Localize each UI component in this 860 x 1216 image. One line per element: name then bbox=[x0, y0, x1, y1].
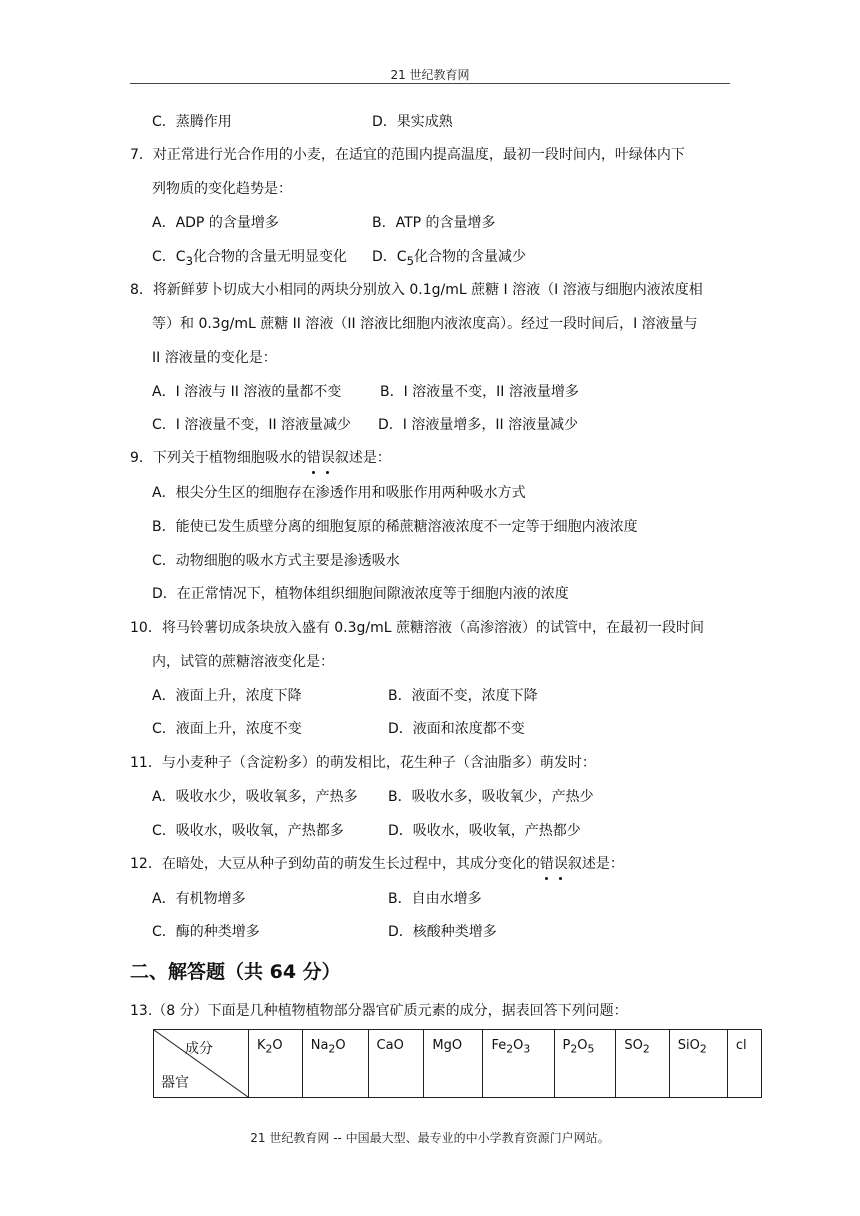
q11-stem: 11．与小麦种子（含淀粉多）的萌发相比，花生种子（含油脂多）萌发时： bbox=[130, 755, 596, 771]
q10-option-c: C．液面上升，浓度不变 bbox=[152, 721, 302, 737]
q10-stem-line2: 内，试管的蔗糖溶液变化是： bbox=[152, 654, 334, 670]
q8-option-b: B．I 溶液量不变，II 溶液量增多 bbox=[380, 384, 579, 400]
diag-header-top: 成分 bbox=[185, 1041, 213, 1057]
q13-stem: 13.（8 分）下面是几种植物植物部分器官矿质元素的成分，据表回答下列问题： bbox=[130, 1003, 628, 1019]
column-header: $SO_2$ bbox=[616, 1030, 669, 1098]
emphasis-mark: 误 bbox=[320, 450, 335, 466]
q8-option-a: A．I 溶液与 II 溶液的量都不变 bbox=[152, 384, 342, 400]
q8-option-d: D．I 溶液量增多，II 溶液量减少 bbox=[378, 417, 579, 433]
q12-option-c: C．酶的种类增多 bbox=[152, 924, 260, 940]
header-rule bbox=[130, 83, 730, 84]
mineral-table bbox=[153, 1029, 762, 1098]
q9-option-c: C．动物细胞的吸水方式主要是渗透吸水 bbox=[152, 553, 400, 569]
q7-option-c: C．$C_3$化合物的含量无明显变化 bbox=[152, 249, 347, 268]
q10-option-b: B．液面不变，浓度下降 bbox=[388, 688, 538, 704]
q11-option-d: D．吸收水，吸收氧，产热都少 bbox=[388, 823, 581, 839]
q11-option-b: B．吸收水多，吸收氧少，产热少 bbox=[388, 789, 594, 805]
q12-option-b: B．自由水增多 bbox=[388, 891, 482, 907]
section-title: 二、解答题（共 64 分） bbox=[130, 961, 341, 983]
q8-stem-line3: II 溶液量的变化是： bbox=[152, 350, 277, 366]
q6-option-d: D．果实成熟 bbox=[372, 114, 453, 130]
column-header: CaO bbox=[368, 1030, 424, 1098]
q6-option-c: C．蒸腾作用 bbox=[152, 114, 232, 130]
diagonal-header-cell bbox=[154, 1030, 249, 1098]
column-header: $K_2O$ bbox=[249, 1030, 303, 1098]
column-header: $Fe_2O_3$ bbox=[483, 1030, 554, 1098]
q12-option-a: A．有机物增多 bbox=[152, 891, 246, 907]
table-row bbox=[154, 1030, 762, 1098]
q7-option-b: B．ATP 的含量增多 bbox=[372, 215, 496, 231]
column-header: MgO bbox=[424, 1030, 483, 1098]
page-footer: 21 世纪教育网 -- 中国最大型、最专业的中小学教育资源门户网站。 bbox=[250, 1131, 610, 1145]
column-header: SiO$_2$ bbox=[669, 1030, 727, 1098]
q9-option-b: B．能使已发生质壁分离的细胞复原的稀蔗糖溶液浓度不一定等于细胞内液浓度 bbox=[152, 519, 638, 535]
q11-option-c: C．吸收水，吸收氧，产热都多 bbox=[152, 823, 344, 839]
q12-option-d: D．核酸种类增多 bbox=[388, 924, 497, 940]
q8-option-c: C．I 溶液量不变，II 溶液量减少 bbox=[152, 417, 352, 433]
q9-option-a: A．根尖分生区的细胞存在渗透作用和吸胀作用两种吸水方式 bbox=[152, 485, 526, 501]
q7-option-a: A．ADP 的含量增多 bbox=[152, 215, 279, 231]
diag-header-bottom: 器官 bbox=[161, 1075, 189, 1091]
column-header: cl bbox=[727, 1030, 761, 1098]
q12-stem: 12．在暗处，大豆从种子到幼苗的萌发生长过程中，其成分变化的错误叙述是： bbox=[130, 856, 624, 872]
column-header: $P_2O_5$ bbox=[554, 1030, 616, 1098]
q7-stem-line1: 7．对正常进行光合作用的小麦，在适宜的范围内提高温度，最初一段时间内，叶绿体内下 bbox=[130, 147, 685, 163]
q7-stem-line2: 列物质的变化趋势是： bbox=[152, 181, 292, 197]
q10-stem-line1: 10．将马铃薯切成条块放入盛有 0.3g/mL 蔗糖溶液（高渗溶液）的试管中，在最初一段时间 bbox=[130, 620, 705, 636]
emphasis-mark: 误 bbox=[553, 856, 568, 872]
page-header: 21 世纪教育网 bbox=[390, 68, 470, 82]
emphasis-mark: 错 bbox=[539, 856, 554, 872]
q9-option-d: D．在正常情况下，植物体组织细胞间隙液浓度等于细胞内液的浓度 bbox=[152, 586, 569, 602]
q7-option-d: D．$C_5$化合物的含量减少 bbox=[372, 249, 526, 268]
q10-option-d: D．液面和浓度都不变 bbox=[388, 721, 525, 737]
column-header: $Na_2O$ bbox=[302, 1030, 368, 1098]
q8-stem-line1: 8．将新鲜萝卜切成大小相同的两块分别放入 0.1g/mL 蔗糖 I 溶液（I 溶液与细胞内液浓度相 bbox=[130, 282, 703, 298]
q9-stem: 9．下列关于植物细胞吸水的错误叙述是： bbox=[130, 450, 391, 466]
q10-option-a: A．液面上升，浓度下降 bbox=[152, 688, 302, 704]
q11-option-a: A．吸收水少，吸收氧多，产热多 bbox=[152, 789, 358, 805]
q8-stem-line2: 等）和 0.3g/mL 蔗糖 II 溶液（II 溶液比细胞内液浓度高）。经过一段时间后，I 溶液量与 bbox=[152, 316, 698, 332]
emphasis-mark: 错 bbox=[306, 450, 321, 466]
